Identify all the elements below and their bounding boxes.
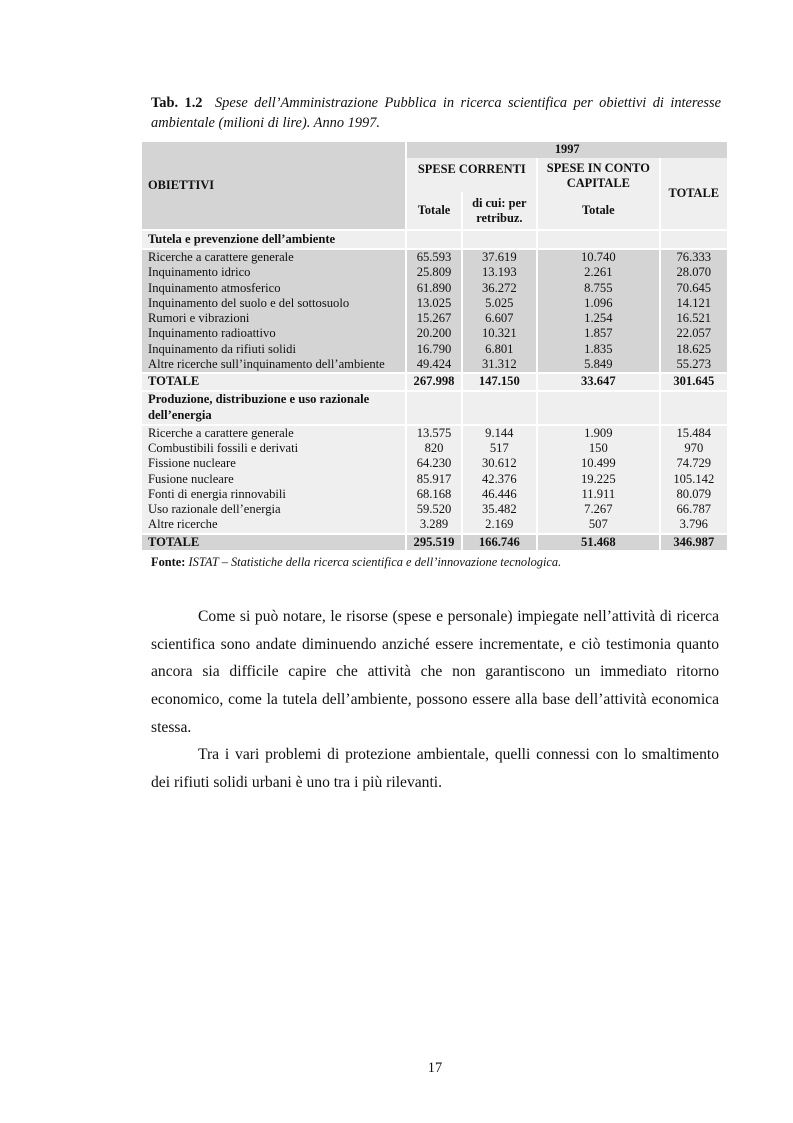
cell-totale: 13.575 [407, 426, 460, 441]
table-row [142, 472, 727, 487]
cell-capitale: 2.261 [538, 265, 659, 280]
row-label: Inquinamento del suolo e del sottosuolo [142, 296, 405, 311]
cell-tot: 70.645 [661, 281, 727, 296]
section-title: Produzione, distribuzione e uso razionale dell’energia [142, 392, 405, 424]
row-label: Ricerche a carattere generale [142, 426, 405, 441]
cell-capitale: 1.254 [538, 311, 659, 326]
table-row [142, 517, 727, 532]
total-totale: 267.998 [407, 374, 460, 389]
cell-retribuz: 13.193 [463, 265, 537, 280]
table-row [142, 456, 727, 471]
table-row [142, 250, 727, 265]
total-retribuz: 147.150 [463, 374, 537, 389]
row-label: Combustibili fossili e derivati [142, 441, 405, 456]
section-header-row [142, 392, 727, 424]
cell-tot: 3.796 [661, 517, 727, 532]
total-tot: 301.645 [661, 374, 727, 389]
cell-totale: 61.890 [407, 281, 460, 296]
table-row [142, 265, 727, 280]
total-tot: 346.987 [661, 535, 727, 550]
row-label: Inquinamento idrico [142, 265, 405, 280]
cell-totale: 3.289 [407, 517, 460, 532]
table-row [142, 326, 727, 341]
cell-tot: 74.729 [661, 456, 727, 471]
empty-cell [407, 231, 460, 248]
cell-retribuz: 6.801 [463, 342, 537, 357]
row-label: Fonti di energia rinnovabili [142, 487, 405, 502]
table-caption [151, 93, 721, 133]
cell-capitale: 8.755 [538, 281, 659, 296]
source-text: ISTAT – Statistiche della ricerca scientifica e dell’innovazione tecnologica. [188, 555, 562, 569]
cell-totale: 85.917 [407, 472, 460, 487]
table-row [142, 426, 727, 441]
cell-totale: 25.809 [407, 265, 460, 280]
row-label: Altre ricerche sull’inquinamento dell’ambiente [142, 357, 405, 372]
cell-totale: 65.593 [407, 250, 460, 265]
table-row [142, 502, 727, 517]
cell-tot: 28.070 [661, 265, 727, 280]
cell-totale: 15.267 [407, 311, 460, 326]
cell-retribuz: 517 [463, 441, 537, 456]
empty-cell [538, 392, 659, 424]
empty-cell [661, 392, 727, 424]
cell-retribuz: 30.612 [463, 456, 537, 471]
cell-tot: 105.142 [661, 472, 727, 487]
cell-retribuz: 10.321 [463, 326, 537, 341]
column-header-year: 1997 [407, 142, 727, 158]
cell-tot: 55.273 [661, 357, 727, 372]
cell-totale: 20.200 [407, 326, 460, 341]
cell-retribuz: 9.144 [463, 426, 537, 441]
cell-tot: 14.121 [661, 296, 727, 311]
caption-text: Spese dell’Amministrazione Pubblica in ricerca scientifica per obiettivi di interesse ambientale (milioni di lire). Anno 1997. [151, 95, 721, 131]
total-retribuz: 166.746 [463, 535, 537, 550]
cell-tot: 16.521 [661, 311, 727, 326]
cell-capitale: 11.911 [538, 487, 659, 502]
table-row [142, 487, 727, 502]
cell-tot: 15.484 [661, 426, 727, 441]
source-label: Fonte: [151, 555, 186, 569]
cell-totale: 16.790 [407, 342, 460, 357]
cell-tot: 66.787 [661, 502, 727, 517]
column-header-obiettivi: OBIETTIVI [142, 142, 405, 229]
section-title: Tutela e prevenzione dell’ambiente [142, 231, 405, 248]
total-totale: 295.519 [407, 535, 460, 550]
table-source [151, 555, 561, 570]
cell-capitale: 7.267 [538, 502, 659, 517]
cell-capitale: 1.835 [538, 342, 659, 357]
table-row [142, 441, 727, 456]
row-label: Inquinamento radioattivo [142, 326, 405, 341]
column-header-totale: TOTALE [661, 158, 727, 229]
cell-totale: 59.520 [407, 502, 460, 517]
column-header-spese-correnti: SPESE CORRENTI [407, 158, 536, 192]
cell-capitale: 5.849 [538, 357, 659, 372]
table-row [142, 281, 727, 296]
cell-capitale: 10.740 [538, 250, 659, 265]
cell-retribuz: 37.619 [463, 250, 537, 265]
cell-capitale: 507 [538, 517, 659, 532]
page-number: 17 [427, 1060, 443, 1076]
cell-tot: 970 [661, 441, 727, 456]
cell-capitale: 150 [538, 441, 659, 456]
cell-retribuz: 35.482 [463, 502, 537, 517]
cell-retribuz: 46.446 [463, 487, 537, 502]
subheader-totale: Totale [407, 192, 460, 229]
table-row [142, 311, 727, 326]
cell-capitale: 10.499 [538, 456, 659, 471]
cell-retribuz: 5.025 [463, 296, 537, 311]
cell-totale: 64.230 [407, 456, 460, 471]
row-label: Rumori e vibrazioni [142, 311, 405, 326]
cell-capitale: 1.096 [538, 296, 659, 311]
empty-cell [538, 231, 659, 248]
cell-tot: 18.625 [661, 342, 727, 357]
cell-retribuz: 31.312 [463, 357, 537, 372]
cell-retribuz: 36.272 [463, 281, 537, 296]
row-label: Ricerche a carattere generale [142, 250, 405, 265]
table-row [142, 342, 727, 357]
empty-cell [661, 231, 727, 248]
empty-cell [407, 392, 460, 424]
row-label: Uso razionale dell’energia [142, 502, 405, 517]
cell-tot: 22.057 [661, 326, 727, 341]
cell-totale: 68.168 [407, 487, 460, 502]
cell-tot: 76.333 [661, 250, 727, 265]
section-header-row [142, 231, 727, 248]
cell-retribuz: 6.607 [463, 311, 537, 326]
subheader-retribuz: di cui: per retribuz. [463, 192, 537, 229]
row-label: Fusione nucleare [142, 472, 405, 487]
row-label: Inquinamento da rifiuti solidi [142, 342, 405, 357]
table-row [142, 296, 727, 311]
cell-retribuz: 42.376 [463, 472, 537, 487]
data-table [142, 142, 727, 550]
row-label: Altre ricerche [142, 517, 405, 532]
cell-capitale: 19.225 [538, 472, 659, 487]
cell-capitale: 1.857 [538, 326, 659, 341]
cell-totale: 49.424 [407, 357, 460, 372]
cell-totale: 13.025 [407, 296, 460, 311]
cell-totale: 820 [407, 441, 460, 456]
cell-tot: 80.079 [661, 487, 727, 502]
column-header-spese-conto-capitale: SPESE IN CONTO CAPITALE [538, 158, 659, 192]
total-capitale: 51.468 [538, 535, 659, 550]
caption-label: Tab. 1.2 [151, 95, 203, 111]
cell-capitale: 1.909 [538, 426, 659, 441]
table-row [142, 357, 727, 372]
body-paragraph-2: Tra i vari problemi di protezione ambientale, quelli connessi con lo smaltimento dei rifiuti solidi urbani è uno tra i più rilevanti. [151, 746, 719, 791]
empty-cell [463, 392, 537, 424]
row-label: Fissione nucleare [142, 456, 405, 471]
cell-retribuz: 2.169 [463, 517, 537, 532]
empty-cell [463, 231, 537, 248]
total-label: TOTALE [142, 374, 405, 389]
total-label: TOTALE [142, 535, 405, 550]
row-label: Inquinamento atmosferico [142, 281, 405, 296]
total-capitale: 33.647 [538, 374, 659, 389]
body-paragraph-1: Come si può notare, le risorse (spese e personale) impiegate nell’attività di ricerca scientifica sono andate diminuendo anziché essere incrementate, e ciò testimonia quanto ancora sia difficile capire che attività che non garantiscono un immediato ritorno economico, come la tutela dell’ambiente, possono essere alla base dell’attività economica stessa. [151, 608, 719, 736]
total-row [142, 535, 727, 550]
subheader-totale-capitale: Totale [538, 192, 659, 229]
total-row [142, 374, 727, 389]
